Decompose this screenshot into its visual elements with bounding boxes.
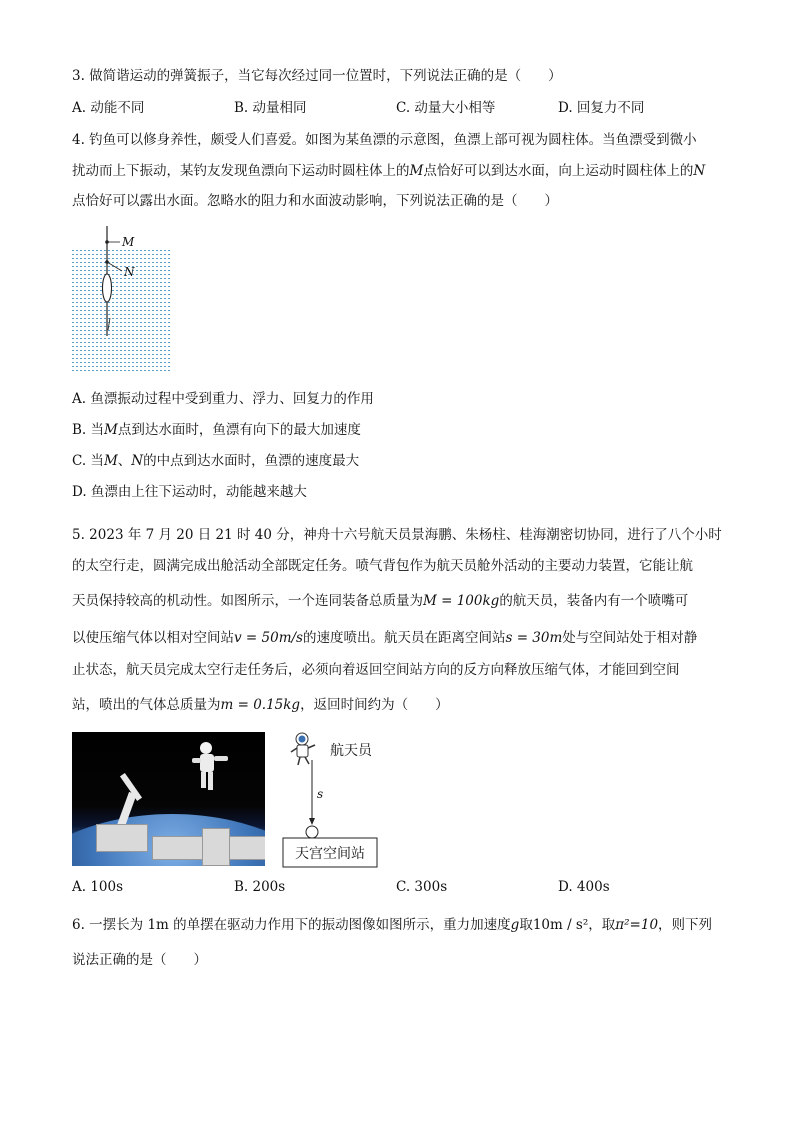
q6-stem-line2: 说法正确的是（ ） [72, 952, 207, 968]
q5-option-d: D. 400s [558, 879, 610, 895]
q5-stem-line2: 的太空行走，圆满完成出舱活动全部既定任务。喷气背包作为航天员舱外活动的主要动力装置，它能让航 [72, 558, 693, 574]
q5-stem-line1: 5. 2023 年 7 月 20 日 21 时 40 分，神舟十六号航天员景海鹏、朱杨柱、桂海潮密切协同，进行了八个小时 [72, 527, 722, 543]
equation-gas-mass: m = 0.15kg [220, 697, 301, 713]
q4-option-a: A. 鱼漂振动过程中受到重力、浮力、回复力的作用 [72, 391, 374, 407]
station-label: 天宫空间站 [295, 846, 365, 862]
q6-text: ，则下列 [658, 917, 713, 933]
q3-stem: 3. 做简谐运动的弹簧振子，当它每次经过同一位置时，下列说法正确的是（ ） [72, 68, 562, 84]
station-module [96, 824, 148, 852]
q4-option-b [72, 421, 361, 439]
var-n: N [693, 163, 706, 179]
q5-text: 处与空间站处于相对静 [562, 630, 698, 646]
fishing-float-figure [72, 226, 172, 376]
q4-option-d: D. 鱼漂由上往下运动时，动能越来越大 [72, 484, 307, 500]
q5-text: 的航天员，装备内有一个喷嘴可 [499, 593, 689, 609]
q4-stem-line1: 4. 钓鱼可以修身养性，颇受人们喜爱。如图为某鱼漂的示意图，鱼漂上部可视为圆柱体。当鱼漂受到微小 [72, 132, 697, 148]
q5-stem-line5: 止状态，航天员完成太空行走任务后，必须向着返回空间站方向的反方向释放压缩气体，才能回到空间 [72, 662, 680, 678]
q4-text: C. 当 [72, 453, 104, 469]
q4-stem-line3: 点恰好可以露出水面。忽略水的阻力和水面波动影响，下列说法正确的是（ ） [72, 193, 558, 209]
equation-velocity: v = 50m/s [234, 630, 303, 646]
water-body [72, 250, 170, 374]
q4-text: 点恰好可以到达水面，向上运动时圆柱体上的 [423, 163, 694, 179]
astronaut-station-diagram [280, 728, 390, 870]
q5-text: 天员保持较高的机动性。如图所示，一个连同装备总质量为 [72, 593, 423, 609]
equation-mass: M = 100kg [423, 593, 500, 609]
q3-option-d: D. 回复力不同 [558, 100, 645, 116]
q5-text: ，返回时间约为（ ） [300, 697, 449, 713]
q5-text: 的速度喷出。航天员在距离空间站 [302, 630, 506, 646]
station-module [202, 828, 230, 866]
q5-stem-line6 [72, 696, 449, 714]
var-n: N [131, 453, 144, 469]
var-m: M [104, 422, 118, 438]
q6-stem-line1 [72, 916, 712, 934]
q5-stem-line4 [72, 629, 697, 647]
docking-port [306, 826, 318, 838]
q4-text: B. 当 [72, 422, 105, 438]
q6-text: 取 [519, 917, 533, 933]
q4-text: 扰动而上下振动，某钓友发现鱼漂向下运动时圆柱体上的 [72, 163, 410, 179]
q5-option-c: C. 300s [396, 879, 448, 895]
var-m: M [409, 163, 424, 179]
q3-option-c: C. 动量大小相等 [396, 100, 496, 116]
q5-stem-line3 [72, 592, 688, 610]
q5-option-a: A. 100s [72, 879, 124, 895]
astronaut-icon [291, 733, 315, 765]
astronaut-photo-icon [190, 740, 234, 794]
q4-option-c [72, 452, 359, 470]
q6-text: ，取 [588, 917, 616, 933]
q4-stem-line2 [72, 162, 705, 180]
arrow-head [309, 818, 315, 825]
s-label: s [317, 787, 324, 801]
spacewalk-photo [72, 732, 265, 866]
float-body [103, 274, 112, 302]
q4-text: 点到达水面时，鱼漂有向下的最大加速度 [117, 422, 361, 438]
q6-text: 6. 一摆长为 1m 的单摆在驱动力作用下的振动图像如图所示，重力加速度 [72, 917, 511, 933]
q3-option-b: B. 动量相同 [234, 100, 307, 116]
q5-option-b: B. 200s [234, 879, 286, 895]
q5-text: 以使压缩气体以相对空间站 [72, 630, 234, 646]
q5-text: 站，喷出的气体总质量为 [72, 697, 221, 713]
var-m: M [103, 453, 118, 469]
q3-option-a: A. 动能不同 [72, 100, 145, 116]
equation-pi: π²=10 [615, 917, 659, 933]
equation-distance: s = 30m [505, 630, 563, 646]
astronaut-label: 航天员 [330, 743, 372, 759]
label-n: N [124, 265, 135, 279]
label-m: M [122, 235, 135, 249]
equation-g-value: 10m / s² [532, 917, 589, 933]
q4-text: 、 [117, 453, 132, 469]
var-g: g [510, 917, 520, 933]
q4-text: 的中点到达水面时，鱼漂的速度最大 [143, 453, 360, 469]
